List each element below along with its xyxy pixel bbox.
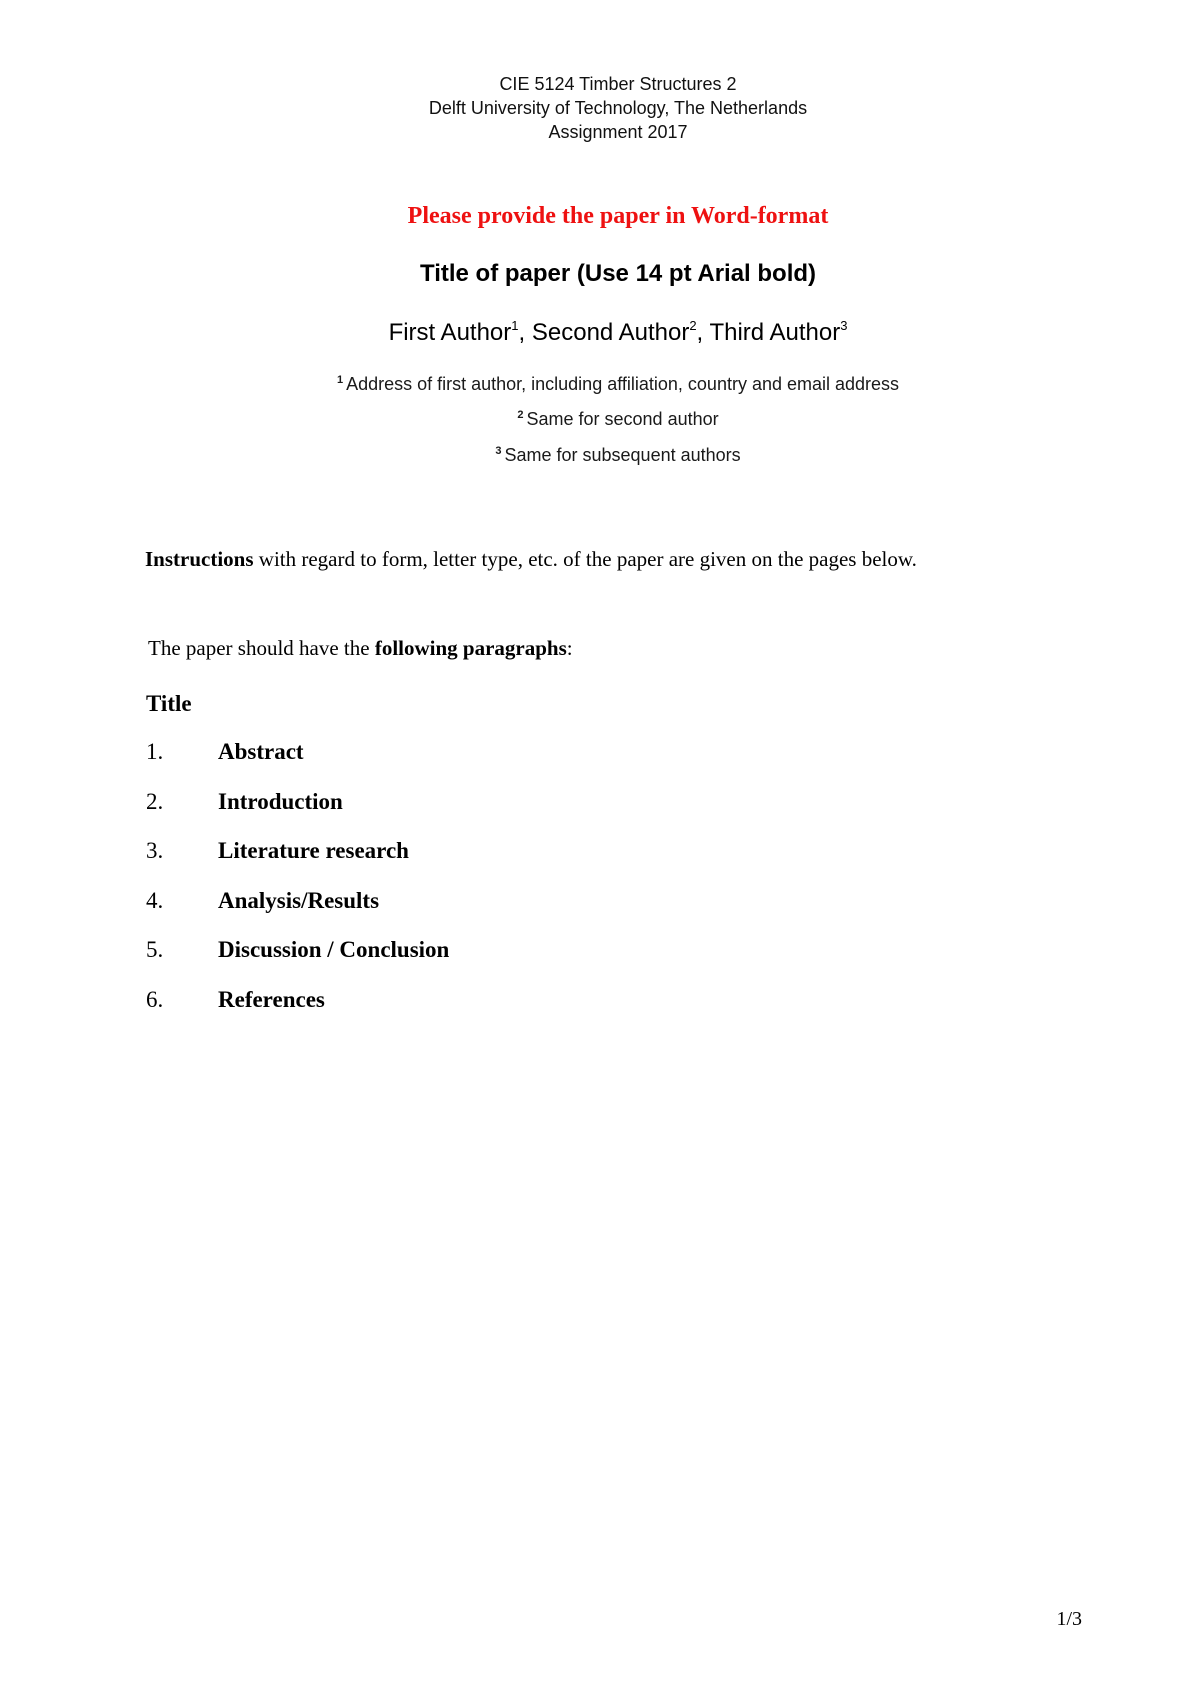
list-item-label: Literature research (218, 838, 409, 863)
list-item (146, 738, 449, 788)
list-item-number: 6. (146, 986, 164, 1012)
list-item-number: 1. (146, 739, 164, 764)
instructions-bold: Instructions (145, 547, 254, 571)
course-header: CIE 5124 Timber Structures 2 (499, 74, 737, 94)
list-item-number: 3. (146, 838, 164, 863)
instructions-text: with regard to form, letter type, etc. of the paper are given on the pages below. (253, 547, 917, 571)
list-item (146, 887, 449, 937)
list-item-label: Abstract (218, 739, 304, 764)
affiliation-line (0, 409, 1200, 430)
assignment-header: Assignment 2017 (548, 122, 688, 142)
affiliation-superscript: 1 (336, 374, 344, 386)
affiliation-text: Same for subsequent authors (504, 445, 741, 465)
page-number: 1/3 (1056, 1608, 1082, 1630)
following-pre: The paper should have the (148, 636, 375, 660)
paragraph-list (146, 738, 449, 1035)
paper-title: Title of paper (Use 14 pt Arial bold) (419, 260, 817, 287)
following-bold: following paragraphs (374, 636, 567, 660)
list-item-label: Discussion / Conclusion (218, 937, 450, 962)
affiliation-text: Address of first author, including affiliation, country and email address (346, 374, 900, 394)
list-item (146, 788, 449, 838)
list-title: Title (146, 691, 192, 716)
list-item-number: 5. (146, 937, 164, 962)
author-name: First Author (388, 319, 512, 346)
following-paragraphs-sentence (148, 636, 573, 661)
list-item (146, 936, 449, 986)
affiliation-line (0, 374, 1200, 395)
word-format-notice: Please provide the paper in Word-format (407, 203, 829, 229)
list-item-number: 4. (146, 887, 164, 913)
author-line (0, 318, 1200, 347)
author-superscript: 1 (511, 318, 519, 333)
author-superscript: 3 (840, 318, 848, 333)
author-name: Third Author (709, 319, 841, 346)
university-header: Delft University of Technology, The Netherlands (428, 98, 808, 118)
list-item-label: References (218, 986, 325, 1012)
instructions-paragraph (145, 547, 917, 572)
affiliation-superscript: 2 (517, 409, 524, 421)
affiliation-superscript: 3 (495, 445, 502, 457)
list-item (146, 986, 449, 1036)
list-item-label: Introduction (218, 788, 343, 814)
list-item (146, 837, 449, 887)
author-name: Second Author (531, 319, 690, 346)
affiliation-text: Same for second author (526, 409, 719, 429)
author-separator: , (518, 319, 532, 346)
following-post: : (566, 636, 573, 660)
list-item-label: Analysis/Results (218, 887, 380, 913)
affiliation-line (0, 445, 1200, 466)
author-separator: , (696, 319, 710, 346)
author-superscript: 2 (689, 318, 697, 333)
list-item-number: 2. (146, 788, 164, 814)
